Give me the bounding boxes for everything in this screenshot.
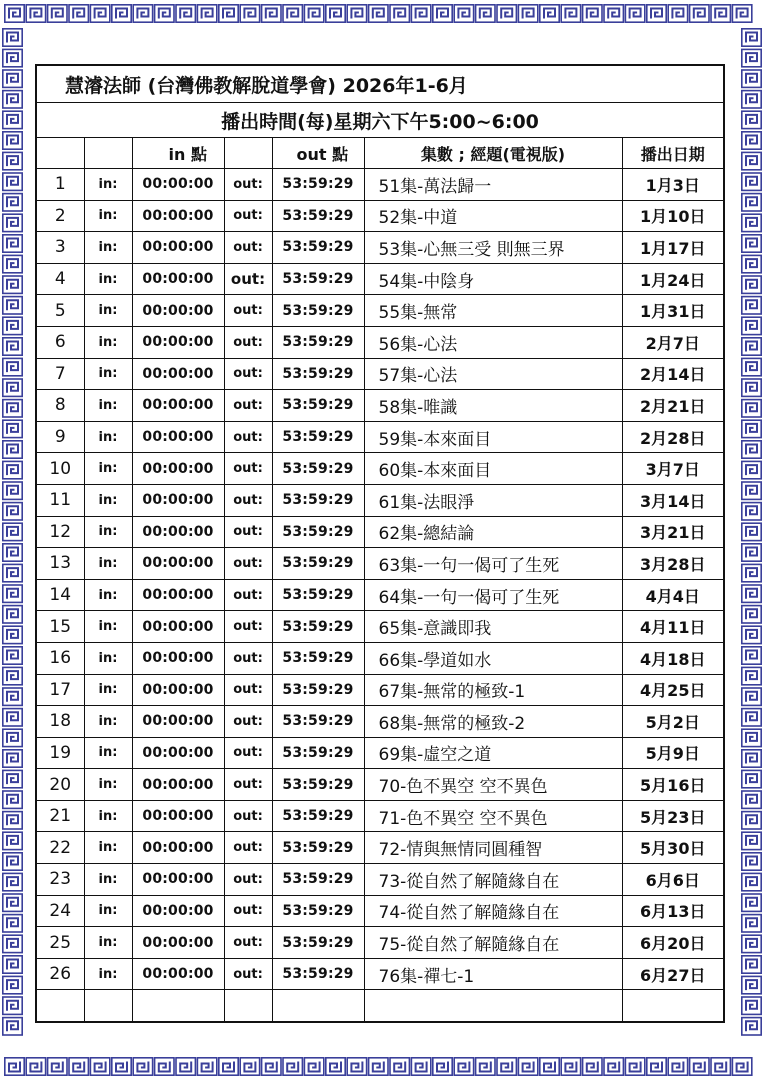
episode-title: 63集-一句一偈可了生死 <box>364 548 622 580</box>
out-label: out: <box>224 864 272 896</box>
out-timecode: 53:59:29 <box>272 358 364 390</box>
air-date: 3月28日 <box>622 548 724 580</box>
in-timecode: 00:00:00 <box>132 706 224 738</box>
in-label: in: <box>84 800 132 832</box>
table-row <box>36 390 724 422</box>
episode-title: 71-色不異空 空不異色 <box>364 800 622 832</box>
out-timecode: 53:59:29 <box>272 706 364 738</box>
episode-title: 55集-無常 <box>364 295 622 327</box>
row-number: 23 <box>36 864 84 896</box>
out-timecode: 53:59:29 <box>272 453 364 485</box>
air-date: 2月14日 <box>622 358 724 390</box>
in-timecode: 00:00:00 <box>132 958 224 990</box>
airtime-line: 播出時間(每)星期六下午5:00~6:00 <box>36 103 724 138</box>
out-timecode: 53:59:29 <box>272 800 364 832</box>
empty-cell <box>364 990 622 1022</box>
in-label: in: <box>84 516 132 548</box>
table-row <box>36 453 724 485</box>
out-label: out: <box>224 484 272 516</box>
out-label: out: <box>224 737 272 769</box>
episode-title: 66集-學道如水 <box>364 642 622 674</box>
in-timecode: 00:00:00 <box>132 200 224 232</box>
out-label: out: <box>224 958 272 990</box>
in-timecode: 00:00:00 <box>132 295 224 327</box>
out-label: out: <box>224 421 272 453</box>
episode-title: 70-色不異空 空不異色 <box>364 769 622 801</box>
row-number: 9 <box>36 421 84 453</box>
empty-cell <box>132 990 224 1022</box>
in-timecode: 00:00:00 <box>132 769 224 801</box>
out-timecode: 53:59:29 <box>272 169 364 201</box>
air-date: 4月25日 <box>622 674 724 706</box>
row-number: 12 <box>36 516 84 548</box>
out-timecode: 53:59:29 <box>272 927 364 959</box>
row-number: 17 <box>36 674 84 706</box>
document-title: 慧濬法師 (台灣佛教解脫道學會) 2026年1-6月 <box>36 65 724 103</box>
air-date: 1月3日 <box>622 169 724 201</box>
air-date: 1月31日 <box>622 295 724 327</box>
table-row <box>36 611 724 643</box>
out-label: out: <box>224 326 272 358</box>
table-row <box>36 232 724 264</box>
in-timecode: 00:00:00 <box>132 674 224 706</box>
in-timecode: 00:00:00 <box>132 579 224 611</box>
in-label: in: <box>84 169 132 201</box>
episode-title: 73-從自然了解隨緣自在 <box>364 864 622 896</box>
row-number: 14 <box>36 579 84 611</box>
row-number: 2 <box>36 200 84 232</box>
episode-title: 59集-本來面目 <box>364 421 622 453</box>
out-timecode: 53:59:29 <box>272 326 364 358</box>
in-label: in: <box>84 895 132 927</box>
episode-title: 56集-心法 <box>364 326 622 358</box>
row-number: 7 <box>36 358 84 390</box>
air-date: 2月7日 <box>622 326 724 358</box>
in-label: in: <box>84 390 132 422</box>
table-row <box>36 674 724 706</box>
out-timecode: 53:59:29 <box>272 642 364 674</box>
air-date: 5月2日 <box>622 706 724 738</box>
episode-title: 61集-法眼淨 <box>364 484 622 516</box>
empty-row <box>36 990 724 1022</box>
in-label: in: <box>84 927 132 959</box>
out-timecode: 53:59:29 <box>272 200 364 232</box>
out-timecode: 53:59:29 <box>272 737 364 769</box>
in-timecode: 00:00:00 <box>132 453 224 485</box>
table-row <box>36 642 724 674</box>
out-timecode: 53:59:29 <box>272 832 364 864</box>
out-timecode: 53:59:29 <box>272 579 364 611</box>
episode-title: 57集-心法 <box>364 358 622 390</box>
in-timecode: 00:00:00 <box>132 548 224 580</box>
table-row <box>36 800 724 832</box>
in-label: in: <box>84 232 132 264</box>
table-row <box>36 421 724 453</box>
out-label: out: <box>224 453 272 485</box>
in-label: in: <box>84 200 132 232</box>
in-timecode: 00:00:00 <box>132 484 224 516</box>
out-label: out: <box>224 169 272 201</box>
in-timecode: 00:00:00 <box>132 864 224 896</box>
empty-cell <box>84 990 132 1022</box>
header-episode: 集數 ; 經題(電視版) <box>364 138 622 169</box>
episode-title: 65集-意識即我 <box>364 611 622 643</box>
out-label: out: <box>224 232 272 264</box>
episode-title: 60集-本來面目 <box>364 453 622 485</box>
air-date: 1月24日 <box>622 263 724 295</box>
in-timecode: 00:00:00 <box>132 263 224 295</box>
air-date: 1月10日 <box>622 200 724 232</box>
episode-title: 69集-虛空之道 <box>364 737 622 769</box>
in-timecode: 00:00:00 <box>132 390 224 422</box>
out-timecode: 53:59:29 <box>272 674 364 706</box>
table-row <box>36 769 724 801</box>
in-label: in: <box>84 421 132 453</box>
in-timecode: 00:00:00 <box>132 895 224 927</box>
table-row <box>36 484 724 516</box>
row-number: 26 <box>36 958 84 990</box>
episode-title: 68集-無常的極致-2 <box>364 706 622 738</box>
air-date: 6月13日 <box>622 895 724 927</box>
episode-title: 75-從自然了解隨緣自在 <box>364 927 622 959</box>
in-timecode: 00:00:00 <box>132 800 224 832</box>
out-label: out: <box>224 516 272 548</box>
row-number: 16 <box>36 642 84 674</box>
row-number: 10 <box>36 453 84 485</box>
air-date: 6月6日 <box>622 864 724 896</box>
out-label: out: <box>224 642 272 674</box>
out-timecode: 53:59:29 <box>272 769 364 801</box>
air-date: 1月17日 <box>622 232 724 264</box>
header-empty-in-label <box>84 138 132 169</box>
in-timecode: 00:00:00 <box>132 326 224 358</box>
header-in-point: in 點 <box>132 138 224 169</box>
schedule-sheet <box>35 64 723 1023</box>
out-label: out: <box>224 800 272 832</box>
out-label: out: <box>224 832 272 864</box>
in-label: in: <box>84 453 132 485</box>
out-timecode: 53:59:29 <box>272 958 364 990</box>
row-number: 18 <box>36 706 84 738</box>
out-timecode: 53:59:29 <box>272 484 364 516</box>
row-number: 24 <box>36 895 84 927</box>
episode-title: 72-情與無情同圓種智 <box>364 832 622 864</box>
header-empty-out-label <box>224 138 272 169</box>
table-row <box>36 326 724 358</box>
out-label: out: <box>224 263 272 295</box>
episode-title: 51集-萬法歸一 <box>364 169 622 201</box>
in-label: in: <box>84 611 132 643</box>
out-timecode: 53:59:29 <box>272 421 364 453</box>
empty-cell <box>622 990 724 1022</box>
table-row <box>36 295 724 327</box>
air-date: 2月21日 <box>622 390 724 422</box>
out-label: out: <box>224 390 272 422</box>
air-date: 3月14日 <box>622 484 724 516</box>
in-label: in: <box>84 358 132 390</box>
episode-title: 76集-禪七-1 <box>364 958 622 990</box>
out-label: out: <box>224 579 272 611</box>
in-label: in: <box>84 674 132 706</box>
in-label: in: <box>84 579 132 611</box>
in-label: in: <box>84 484 132 516</box>
in-timecode: 00:00:00 <box>132 232 224 264</box>
in-timecode: 00:00:00 <box>132 611 224 643</box>
air-date: 3月7日 <box>622 453 724 485</box>
air-date: 5月23日 <box>622 800 724 832</box>
out-label: out: <box>224 611 272 643</box>
in-label: in: <box>84 548 132 580</box>
in-timecode: 00:00:00 <box>132 516 224 548</box>
in-label: in: <box>84 832 132 864</box>
table-row <box>36 895 724 927</box>
out-label: out: <box>224 200 272 232</box>
out-label: out: <box>224 927 272 959</box>
air-date: 3月21日 <box>622 516 724 548</box>
table-row <box>36 169 724 201</box>
header-out-point: out 點 <box>272 138 364 169</box>
row-number: 11 <box>36 484 84 516</box>
row-number: 19 <box>36 737 84 769</box>
row-number: 20 <box>36 769 84 801</box>
in-label: in: <box>84 958 132 990</box>
in-timecode: 00:00:00 <box>132 832 224 864</box>
episode-title: 64集-一句一偈可了生死 <box>364 579 622 611</box>
air-date: 4月11日 <box>622 611 724 643</box>
empty-cell <box>224 990 272 1022</box>
out-timecode: 53:59:29 <box>272 516 364 548</box>
column-header-row <box>36 138 724 169</box>
in-timecode: 00:00:00 <box>132 737 224 769</box>
out-timecode: 53:59:29 <box>272 295 364 327</box>
in-timecode: 00:00:00 <box>132 421 224 453</box>
table-row <box>36 832 724 864</box>
row-number: 5 <box>36 295 84 327</box>
episode-title: 53集-心無三受 則無三界 <box>364 232 622 264</box>
air-date: 2月28日 <box>622 421 724 453</box>
air-date: 5月30日 <box>622 832 724 864</box>
in-label: in: <box>84 706 132 738</box>
row-number: 13 <box>36 548 84 580</box>
table-row <box>36 548 724 580</box>
in-label: in: <box>84 737 132 769</box>
table-row <box>36 579 724 611</box>
in-label: in: <box>84 263 132 295</box>
in-timecode: 00:00:00 <box>132 927 224 959</box>
episode-title: 74-從自然了解隨緣自在 <box>364 895 622 927</box>
out-timecode: 53:59:29 <box>272 611 364 643</box>
row-number: 8 <box>36 390 84 422</box>
table-row <box>36 358 724 390</box>
in-label: in: <box>84 295 132 327</box>
row-number: 4 <box>36 263 84 295</box>
table-row <box>36 958 724 990</box>
out-label: out: <box>224 548 272 580</box>
out-timecode: 53:59:29 <box>272 864 364 896</box>
episode-title: 54集-中陰身 <box>364 263 622 295</box>
in-timecode: 00:00:00 <box>132 169 224 201</box>
in-label: in: <box>84 864 132 896</box>
air-date: 5月9日 <box>622 737 724 769</box>
episode-title: 67集-無常的極致-1 <box>364 674 622 706</box>
out-timecode: 53:59:29 <box>272 548 364 580</box>
out-label: out: <box>224 706 272 738</box>
out-timecode: 53:59:29 <box>272 263 364 295</box>
out-timecode: 53:59:29 <box>272 895 364 927</box>
table-row <box>36 864 724 896</box>
row-number: 25 <box>36 927 84 959</box>
air-date: 4月4日 <box>622 579 724 611</box>
air-date: 5月16日 <box>622 769 724 801</box>
row-number: 3 <box>36 232 84 264</box>
episode-title: 62集-總結論 <box>364 516 622 548</box>
table-row <box>36 516 724 548</box>
in-label: in: <box>84 769 132 801</box>
episode-title: 58集-唯識 <box>364 390 622 422</box>
out-label: out: <box>224 895 272 927</box>
out-timecode: 53:59:29 <box>272 232 364 264</box>
header-empty-no <box>36 138 84 169</box>
in-label: in: <box>84 326 132 358</box>
table-row <box>36 737 724 769</box>
in-timecode: 00:00:00 <box>132 358 224 390</box>
out-label: out: <box>224 295 272 327</box>
table-row <box>36 263 724 295</box>
row-number: 22 <box>36 832 84 864</box>
empty-cell <box>272 990 364 1022</box>
row-number: 21 <box>36 800 84 832</box>
header-air-date: 播出日期 <box>622 138 724 169</box>
row-number: 15 <box>36 611 84 643</box>
air-date: 4月18日 <box>622 642 724 674</box>
out-label: out: <box>224 674 272 706</box>
episode-title: 52集-中道 <box>364 200 622 232</box>
row-number: 6 <box>36 326 84 358</box>
table-row <box>36 200 724 232</box>
row-number: 1 <box>36 169 84 201</box>
broadcast-schedule-table <box>35 64 725 1023</box>
air-date: 6月20日 <box>622 927 724 959</box>
table-row <box>36 927 724 959</box>
in-timecode: 00:00:00 <box>132 642 224 674</box>
out-label: out: <box>224 769 272 801</box>
air-date: 6月27日 <box>622 958 724 990</box>
empty-cell <box>36 990 84 1022</box>
table-row <box>36 706 724 738</box>
out-label: out: <box>224 358 272 390</box>
in-label: in: <box>84 642 132 674</box>
out-timecode: 53:59:29 <box>272 390 364 422</box>
